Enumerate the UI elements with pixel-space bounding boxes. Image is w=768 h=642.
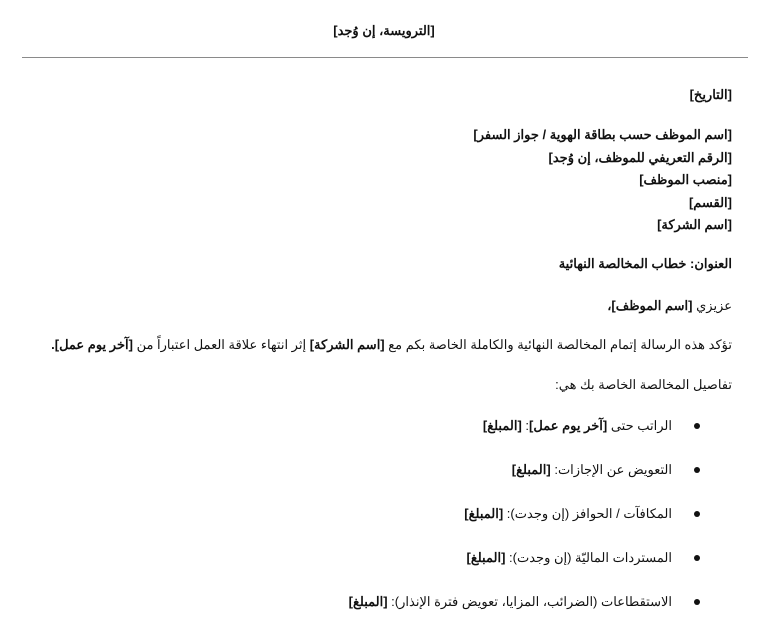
item-separator: : — [550, 461, 558, 477]
recipient-name: [اسم الموظف حسب بطاقة الهوية / جواز السفر] — [473, 127, 732, 142]
settlement-list — [32, 416, 732, 636]
body-last-day: [آخر يوم عمل] — [54, 336, 133, 352]
details-intro: تفاصيل المخالصة الخاصة بك هي: — [555, 376, 732, 392]
body-part1: تؤكد هذه الرسالة إتمام المخالصة النهائية والكاملة الخاصة بكم مع — [388, 336, 732, 352]
header-divider — [22, 57, 748, 58]
item-amount: [المبلغ] — [482, 417, 522, 433]
item-separator: : — [521, 417, 530, 433]
body-end: . — [51, 336, 55, 352]
list-item — [32, 592, 672, 636]
item-label: الراتب حتى — [610, 417, 672, 433]
list-item — [32, 548, 672, 592]
item-label: المكافآت / الحوافز (إن وجدت) — [510, 505, 672, 521]
letter-date: [التاريخ] — [689, 87, 732, 102]
body-company: [اسم الشركة] — [309, 336, 385, 352]
list-item — [32, 460, 672, 504]
recipient-position: [منصب الموظف] — [639, 172, 732, 187]
item-separator: : — [387, 593, 395, 609]
recipient-company: [اسم الشركة] — [657, 217, 732, 232]
confirmation-paragraph — [32, 334, 732, 356]
item-amount: [المبلغ] — [511, 461, 551, 477]
item-highlight: [آخر يوم عمل] — [529, 417, 608, 433]
recipient-employee-id: [الرقم التعريفي للموظف، إن وُجد] — [548, 149, 732, 165]
body-part2: إثر انتهاء علاقة العمل اعتباراً من — [136, 336, 307, 352]
list-item — [32, 416, 672, 460]
list-item — [32, 504, 672, 548]
greeting-suffix: ، — [607, 297, 612, 313]
greeting — [32, 295, 732, 317]
item-separator: : — [505, 549, 513, 565]
item-separator: : — [503, 505, 511, 521]
item-label: الاستقطاعات (الضرائب، المزايا، تعويض فترة الإنذار) — [394, 593, 672, 609]
bullet-icon — [694, 467, 700, 473]
letter-subject: العنوان: خطاب المخالصة النهائية — [558, 255, 732, 271]
recipient-block — [32, 124, 732, 237]
letterhead: [الترويسة، إن وُجد] — [333, 23, 435, 38]
greeting-name: [اسم الموظف] — [611, 297, 693, 313]
item-amount: [المبلغ] — [348, 593, 388, 609]
item-amount: [المبلغ] — [466, 549, 506, 565]
item-label: التعويض عن الإجازات — [557, 461, 672, 477]
letter-body — [32, 84, 732, 636]
bullet-icon — [694, 555, 700, 561]
item-label: المستردات الماليّة (إن وجدت) — [512, 549, 672, 565]
item-amount: [المبلغ] — [464, 505, 504, 521]
bullet-icon — [694, 423, 700, 429]
greeting-prefix: عزيزي — [696, 297, 732, 313]
recipient-department: [القسم] — [688, 194, 732, 210]
bullet-icon — [694, 599, 700, 605]
bullet-icon — [694, 511, 700, 517]
